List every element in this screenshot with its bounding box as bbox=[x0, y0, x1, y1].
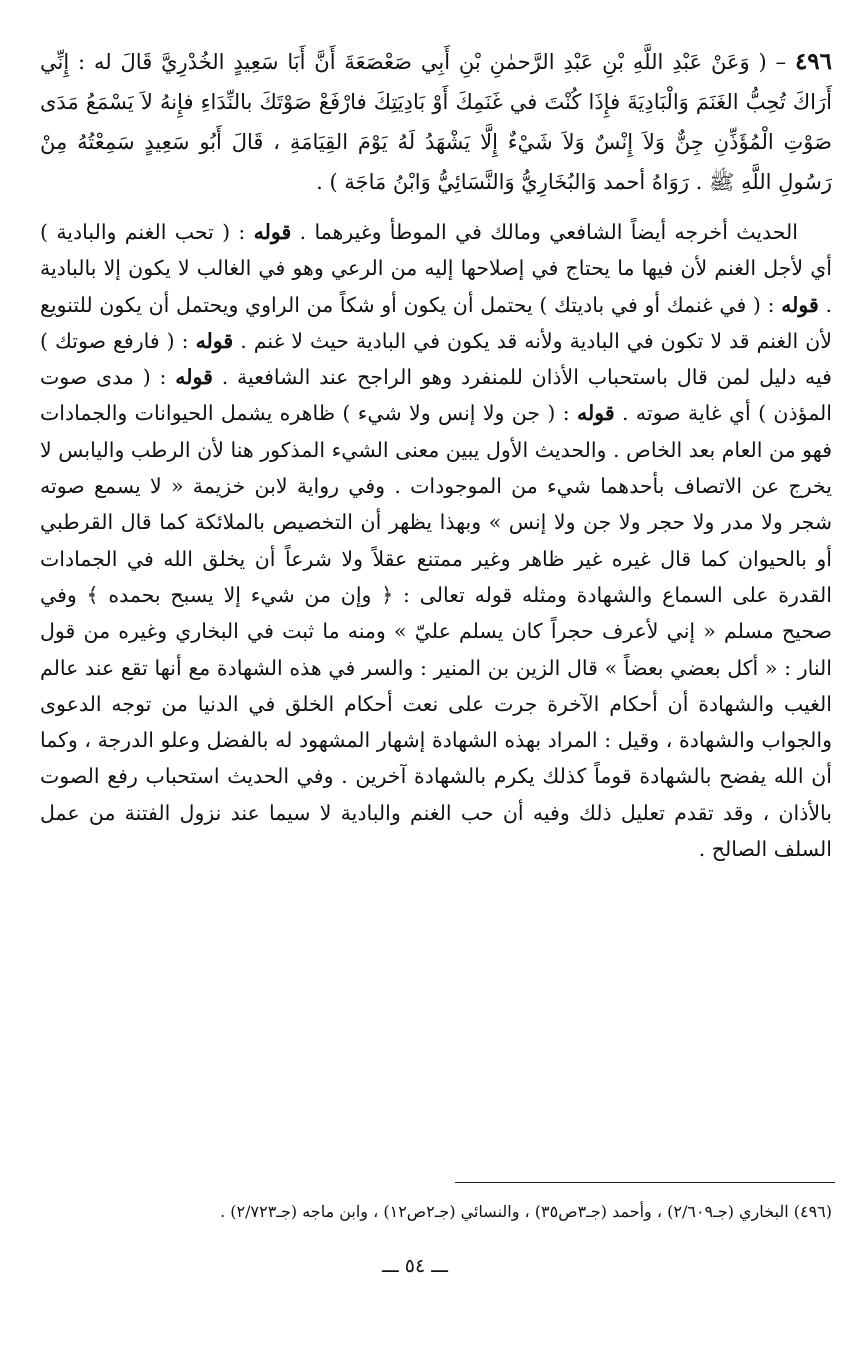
commentary-sentence-1: الحديث أخرجه أيضاً الشافعي ومالك في الموطأ وغيرهما . bbox=[299, 220, 798, 244]
qawluh-label: قوله bbox=[253, 220, 292, 244]
commentary-block bbox=[40, 214, 832, 867]
footnote: (٤٩٦) البخاري (جـ٢/٦٠٩) ، وأحمد (جـ٣ص٣٥) ، والنسائي (جـ٢ص١٢) ، وابن ماجه (جـ٢/٧٢٣) . bbox=[220, 1202, 832, 1221]
page-number: ـــ ٥٤ ـــ bbox=[382, 1255, 448, 1277]
qawluh-label: قوله bbox=[781, 292, 819, 317]
commentary-sentence-6: : ( جن ولا إنس ولا شيء ) ظاهره يشمل الحيوانات والجمادات فهو من العام بعد الخاص . والحديث الأول يبين معنى الشيء المذكور هنا لأن الرطب واليابس لا يخرج عن الاتصاف بأحدهما شيء من الموجودات . وفي رواية لابن خزيمة « لا يسمع صوته شجر ولا مدر ولا حجر ولا جن ولا إنس » وبهذا يظهر أن التخصيص بالملائكة كما قال القرطبي أو بالحيوان كما قال غيره غير ظاهر وغير ممتنع عقلاً ولا شرعاً أن يخلق الله في الجمادات القدرة على السماع والشهادة ومثله قوله تعالى : ﴿ وإن من شيء إلا يسبح بحمده ﴾ وفي صحيح مسلم « إني لأعرف حجراً كان يسلم عليّ » ومنه ما ثبت في البخاري وغيره من قول النار : « أكل بعضي بعضاً » قال الزين بن المنير : والسر في هذه الشهادة مع أنها تقع عند عالم الغيب والشهادة أن أحكام الآخرة جرت على نعت أحكام الخلق في الدنيا من توجه الدعوى والجواب والشهادة ، وقيل : المراد بهذه الشهادة إشهار المشهود له بالفضل وعلو الدرجة ، وكما أن الله يفضح بالشهادة قوماً كذلك يكرم بالشهادة آخرين . وفي الحديث استحباب رفع الصوت بالأذان ، وقد تقدم تعليل ذلك وفيه أن حب الغنم والبادية لا سيما عند نزول الفتنة من عمل السلف الصالح . bbox=[40, 401, 832, 862]
commentary-sentence-5: : ( مدى صوت المؤذن ) أي غاية صوته . bbox=[40, 365, 832, 426]
qawluh-label: قوله bbox=[577, 401, 615, 426]
commentary-sentence-4: : ( فارفع صوتك ) فيه دليل لمن قال باستحباب الأذان للمنفرد وهو الراجح عند الشافعية . bbox=[40, 328, 832, 390]
page-body bbox=[40, 42, 832, 867]
commentary-sentence-2: : ( تحب الغنم والبادية ) أي لأجل الغنم لأن فيها ما يحتاج في إصلاحها إليه من الرعي وهو في الغالب لا يكون إلا بالبادية . bbox=[40, 220, 832, 317]
footnote-divider bbox=[455, 1182, 835, 1183]
hadith-number: ٤٩٦ bbox=[794, 48, 832, 75]
hadith-text-block bbox=[40, 42, 832, 202]
hadith-text: – ( وَعَنْ عَبْدِ اللَّهِ بْنِ عَبْدِ الرَّحمٰنِ بْنِ أَبِي صَعْصَعَةَ أَنَّ أَبَا سَعِيدٍ الخُدْرِيَّ قَالَ له : إِنِّي أَرَاكَ تُحِبُّ الغَنَمَ وَالْبَادِيَةَ فإِذَا كُنْتَ في غَنَمِكَ أَوْ بَادِيَتِكَ فارْفَعْ صَوْتَكَ بالنِّدَاءِ فإِنهُ لاَ يَسْمَعُ مَدَى صَوْتِ الْمُؤَذِّنِ جِنٌّ وَلاَ إِنْسٌ وَلاَ شَيْءٌ إِلَّا يَشْهَدُ لَهُ يَوْمَ القِيَامَةِ ، قَالَ أَبُو سَعِيدٍ سَمِعْتُهُ مِنْ رَسُولِ اللَّهِ ﷺ . رَوَاهُ أحمد وَالبُخَارِيُّ وَالنَّسَائِيُّ وَابْنُ مَاجَة ) . bbox=[40, 50, 832, 194]
qawluh-label: قوله bbox=[175, 365, 213, 390]
qawluh-label: قوله bbox=[195, 328, 234, 353]
commentary-sentence-3: : ( في غنمك أو في باديتك ) يحتمل أن يكون أو شكاً من الراوي ويحتمل أن يكون للتنويع لأن الغنم قد لا تكون في البادية ولأنه قد يكون في البادية حيث لا غنم . bbox=[40, 292, 832, 353]
